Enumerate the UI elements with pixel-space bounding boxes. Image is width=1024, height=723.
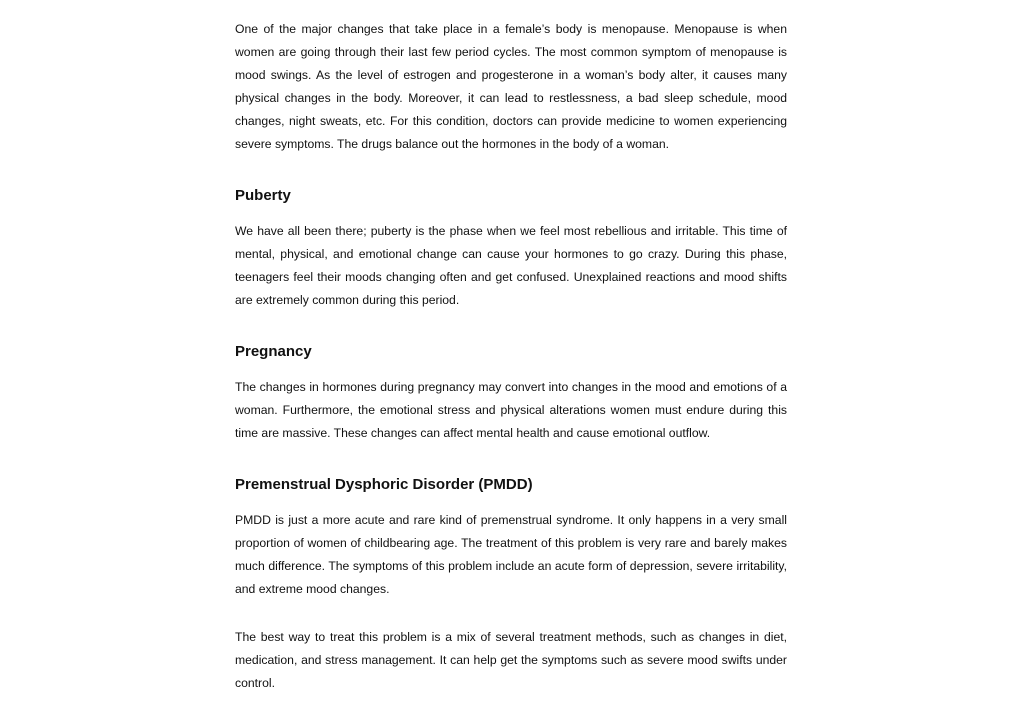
section-heading-pregnancy: Pregnancy: [235, 343, 312, 360]
section-heading-pmdd: Premenstrual Dysphoric Disorder (PMDD): [235, 476, 533, 493]
puberty-paragraph: We have all been there; puberty is the phase when we feel most rebellious and irritable. This time of mental, physical, and emotional change can cause your hormones to go crazy. During this phase, teenagers feel their moods changing often and get confused. Unexplained reactions and mood shifts are extremely common during this period.: [235, 224, 787, 307]
section-heading-puberty: Puberty: [235, 187, 291, 204]
pmdd-paragraph-1: PMDD is just a more acute and rare kind of premenstrual syndrome. It only happens in a very small proportion of women of childbearing age. The treatment of this problem is very rare and barely makes much difference. The symptoms of this problem include an acute form of depression, severe irritability, and extreme mood changes.: [235, 513, 787, 596]
pmdd-paragraph-2: The best way to treat this problem is a mix of several treatment methods, such as changes in diet, medication, and stress management. It can help get the symptoms such as severe mood swifts under control.: [235, 630, 787, 690]
pregnancy-paragraph: The changes in hormones during pregnancy may convert into changes in the mood and emotions of a woman. Furthermore, the emotional stress and physical alterations women must endure during this time are massive. These changes can affect mental health and cause emotional outflow.: [235, 380, 787, 440]
intro-paragraph: One of the major changes that take place in a female’s body is menopause. Menopause is when women are going through their last few period cycles. The most common symptom of menopause is mood swings. As the level of estrogen and progesterone in a woman’s body alter, it causes many physical changes in the body. Moreover, it can lead to restlessness, a bad sleep schedule, mood changes, night sweats, etc. For this condition, doctors can provide medicine to women experiencing severe symptoms. The drugs balance out the hormones in the body of a woman.: [235, 22, 787, 151]
article-body: [235, 18, 787, 695]
